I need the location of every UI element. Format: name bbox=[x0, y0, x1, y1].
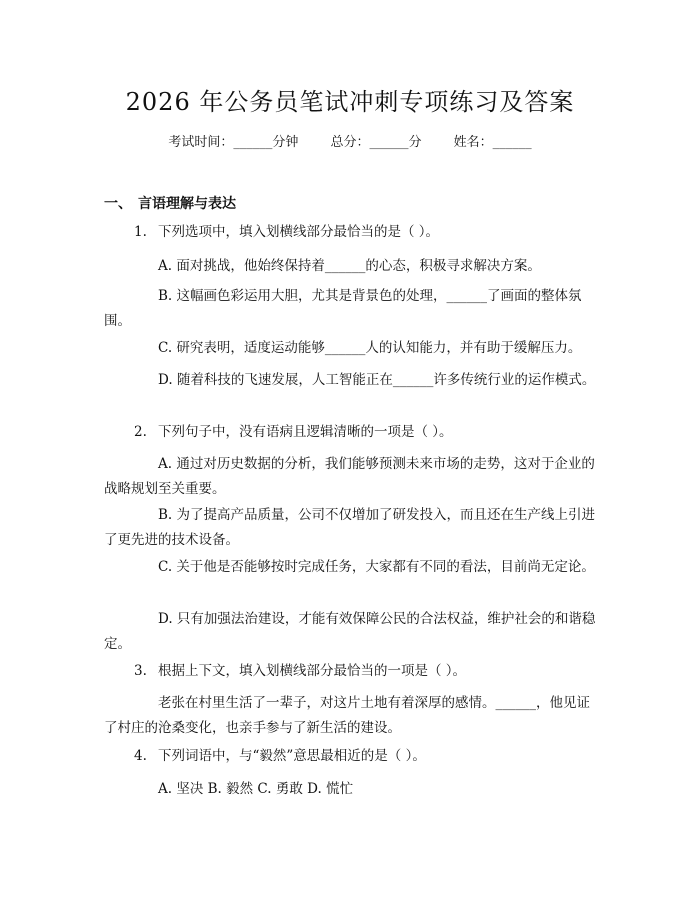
question-3 bbox=[134, 659, 604, 684]
question-2-option-d: D. 只有加强法治建设，才能有效保障公民的合法权益，维护社会的和谐稳定。 bbox=[104, 611, 596, 652]
question-1-option-b: B. 这幅画色彩运用大胆，尤其是背景色的处理，______了画面的整体氛围。 bbox=[104, 288, 582, 329]
section-title: 言语理解与表达 bbox=[138, 196, 236, 212]
question-number: 3. bbox=[134, 663, 147, 679]
question-1-option-d: D. 随着科技的飞速发展，人工智能正在______许多传统行业的运作模式。 bbox=[158, 372, 596, 388]
question-text: 下列句子中，没有语病且逻辑清晰的一项是（ ）。 bbox=[158, 424, 453, 440]
section-number: 一、 bbox=[104, 196, 132, 212]
question-text: 根据上下文，填入划横线部分最恰当的一项是（ ）。 bbox=[158, 663, 467, 679]
question-4 bbox=[134, 744, 604, 769]
exam-info-line bbox=[0, 131, 700, 150]
question-1 bbox=[134, 220, 604, 245]
section-heading bbox=[104, 193, 236, 213]
question-2-option-c: C. 关于他是否能够按时完成任务，大家都有不同的看法，目前尚无定论。 bbox=[158, 559, 595, 575]
question-2-option-a: A. 通过对历史数据的分析，我们能够预测未来市场的走势，这对于企业的战略规划至关重要。 bbox=[104, 456, 595, 497]
total-score-field: 总分：______分 bbox=[330, 135, 422, 150]
question-2 bbox=[134, 420, 604, 445]
question-number: 1. bbox=[134, 224, 147, 240]
name-field: 姓名：______ bbox=[453, 135, 532, 150]
question-4-options: A. 坚决 B. 毅然 C. 勇敢 D. 慌忙 bbox=[158, 781, 354, 797]
question-number: 4. bbox=[134, 748, 147, 764]
question-1-option-a: A. 面对挑战，他始终保持着______的心态，积极寻求解决方案。 bbox=[158, 258, 541, 274]
question-number: 2. bbox=[134, 424, 147, 440]
question-1-option-c: C. 研究表明，适度运动能够______人的认知能力，并有助于缓解压力。 bbox=[158, 340, 582, 356]
question-text: 下列词语中，与“毅然”意思最相近的是（ ）。 bbox=[158, 748, 426, 764]
document-title: 2026 年公务员笔试冲刺专项练习及答案 bbox=[125, 88, 575, 116]
question-3-passage: 老张在村里生活了一辈子，对这片土地有着深厚的感情。______，他见证了村庄的沧桑变化，也亲手参与了新生活的建设。 bbox=[104, 695, 590, 736]
exam-time-field: 考试时间：______分钟 bbox=[168, 135, 299, 150]
question-text: 下列选项中，填入划横线部分最恰当的是（ ）。 bbox=[158, 224, 440, 240]
question-2-option-b: B. 为了提高产品质量，公司不仅增加了研发投入，而且还在生产线上引进了更先进的技术设备。 bbox=[104, 507, 596, 548]
